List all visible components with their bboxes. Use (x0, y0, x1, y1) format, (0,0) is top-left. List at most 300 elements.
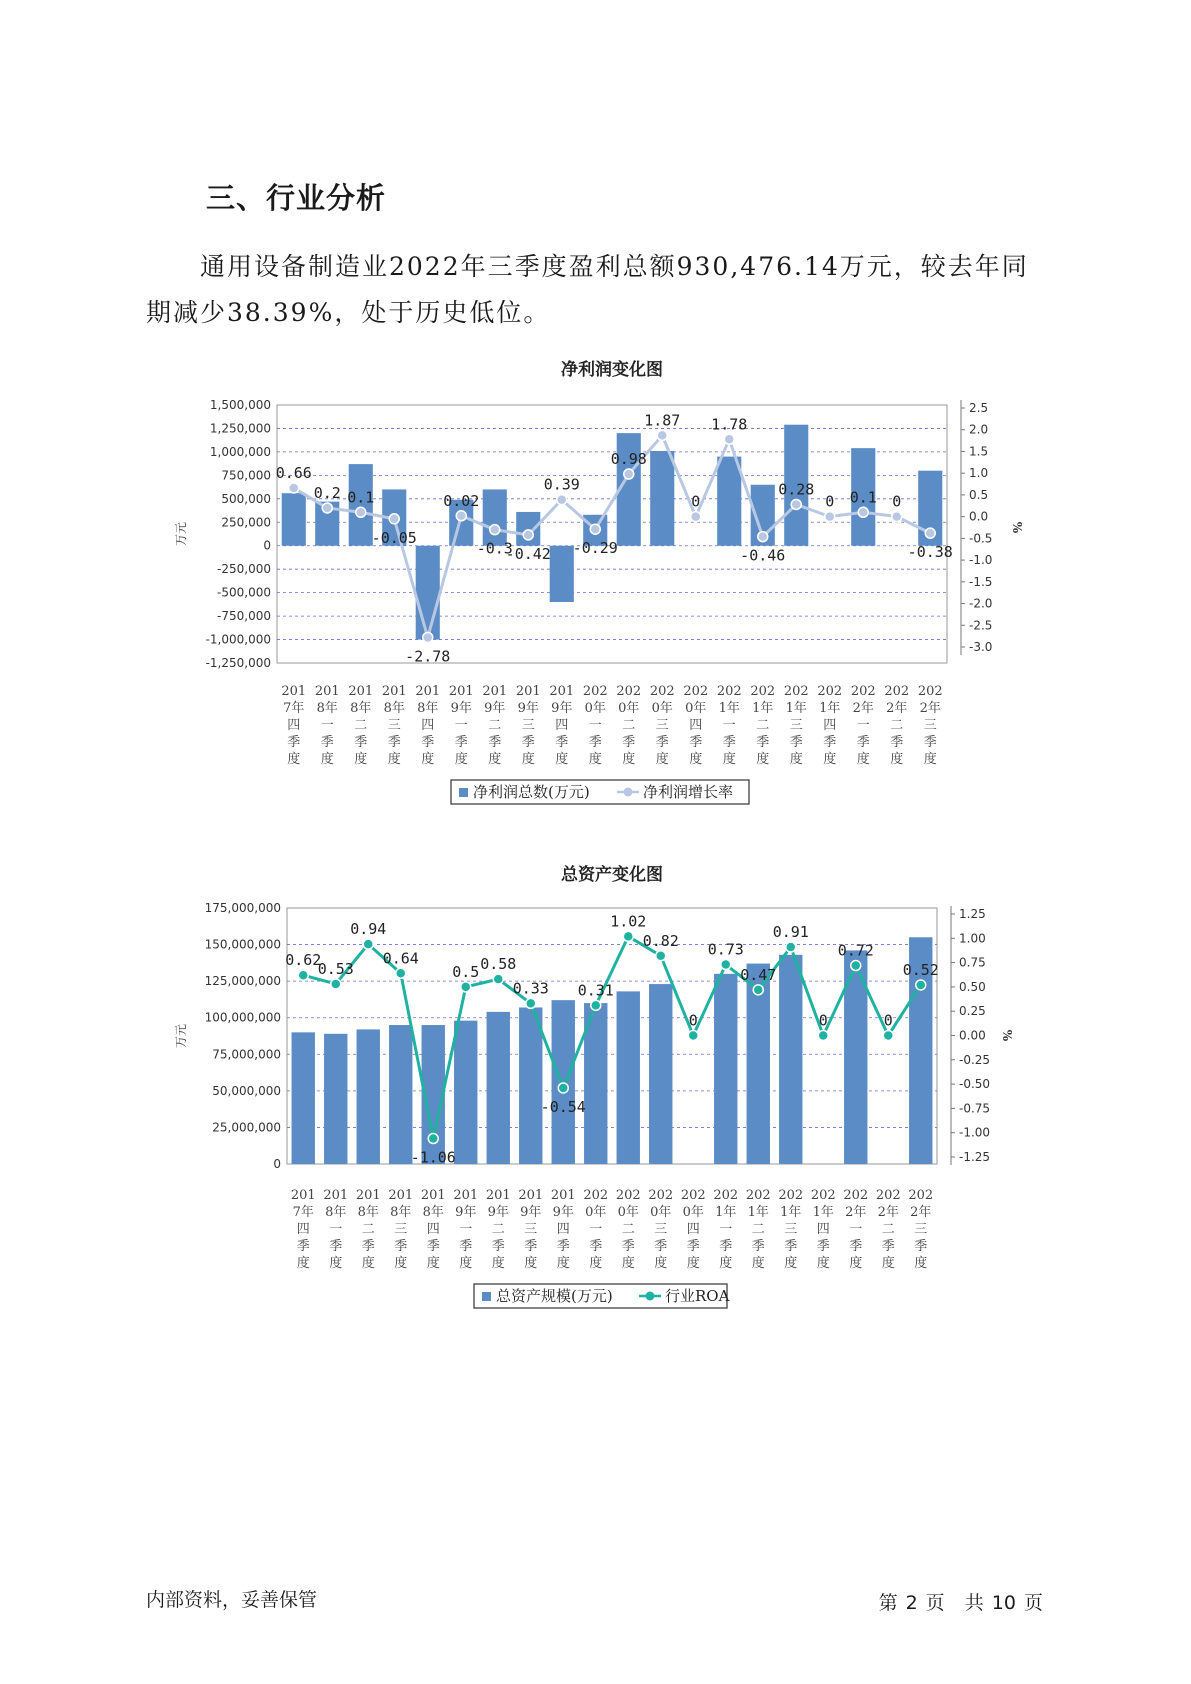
x-tick-label: 季 (622, 735, 636, 750)
data-label: -1.06 (410, 1148, 456, 1167)
x-tick-label: 季 (454, 735, 468, 750)
x-tick-label: 度 (789, 752, 803, 767)
y-tick-label: -250,000 (217, 562, 271, 577)
chart-title: 总资产变化图 (561, 865, 663, 885)
y-tick-label: -1,250,000 (205, 656, 271, 670)
x-tick-label: 季 (589, 1239, 603, 1254)
x-tick-label: 季 (556, 1239, 570, 1254)
y-tick-label: 1,000,000 (209, 444, 271, 459)
y2-tick-label: 0.75 (959, 955, 986, 970)
y2-tick-label: 0.00 (959, 1028, 986, 1043)
x-tick-label: 度 (784, 1256, 798, 1271)
x-tick-label: 度 (654, 1256, 668, 1271)
legend-line-marker (646, 1292, 655, 1301)
x-tick-label: 季 (491, 1239, 505, 1254)
data-label: 0.02 (443, 491, 480, 510)
x-tick-label: 二 (354, 718, 368, 733)
x-tick-label: 二 (756, 718, 770, 733)
x-tick-label: 度 (361, 1256, 375, 1271)
x-tick-label: 四 (287, 718, 301, 733)
x-tick-label: 一 (588, 718, 602, 733)
x-tick-label: 1年 (812, 1205, 834, 1220)
x-tick-label: 一 (849, 1222, 863, 1237)
data-label: 0.1 (849, 488, 877, 507)
bar (617, 991, 640, 1164)
x-tick-label: 2年 (910, 1205, 932, 1220)
x-tick-label: 202 (713, 1188, 739, 1203)
x-tick-label: 2年 (845, 1205, 867, 1220)
x-tick-label: 201 (453, 1188, 479, 1203)
line-point (623, 931, 633, 941)
y2-tick-label: -0.50 (959, 1077, 991, 1092)
x-tick-label: 度 (524, 1256, 538, 1271)
bar (324, 1034, 347, 1164)
x-tick-label: 季 (881, 1239, 895, 1254)
x-tick-label: 季 (719, 1239, 733, 1254)
line-point (883, 1031, 893, 1041)
x-tick-label: 季 (521, 735, 535, 750)
x-tick-label: 202 (875, 1188, 901, 1203)
line-point (389, 514, 399, 524)
y-tick-label: 50,000,000 (212, 1083, 281, 1098)
x-tick-label: 一 (719, 1222, 733, 1237)
x-tick-label: 季 (287, 735, 301, 750)
x-tick-label: 季 (354, 735, 368, 750)
line-point (818, 1031, 828, 1041)
y-tick-label: 125,000,000 (204, 974, 281, 989)
data-label: 0.82 (642, 931, 679, 950)
line-point (523, 530, 533, 540)
x-tick-label: 季 (789, 735, 803, 750)
x-tick-label: 二 (621, 1222, 635, 1237)
line-point (691, 512, 701, 522)
x-tick-label: 9年 (552, 1205, 574, 1220)
x-tick-label: 度 (689, 752, 703, 767)
bar (292, 1032, 315, 1164)
x-tick-label: 202 (582, 684, 608, 699)
x-tick-label: 201 (388, 1188, 414, 1203)
bar (487, 1012, 510, 1164)
data-label: 0.52 (902, 960, 939, 979)
x-tick-label: 四 (823, 718, 837, 733)
x-tick-label: 度 (856, 752, 870, 767)
data-label: 0.2 (313, 483, 341, 502)
x-tick-label: 度 (816, 1256, 830, 1271)
x-tick-label: 季 (686, 1239, 700, 1254)
data-label: -0.54 (540, 1097, 586, 1116)
x-tick-label: 度 (655, 752, 669, 767)
x-tick-label: 四 (816, 1222, 830, 1237)
line-point (825, 512, 835, 522)
y-tick-label: 0 (263, 538, 271, 553)
y2-tick-label: 0.25 (959, 1004, 986, 1019)
x-tick-label: 度 (719, 1256, 733, 1271)
y-axis-label: 万元 (174, 1023, 188, 1049)
y-tick-label: 0 (273, 1157, 281, 1171)
x-tick-label: 度 (459, 1256, 473, 1271)
x-tick-label: 9年 (520, 1205, 542, 1220)
data-label: 0.98 (610, 450, 647, 469)
x-tick-label: 季 (655, 735, 669, 750)
x-tick-label: 8年 (350, 701, 372, 716)
x-tick-label: 201 (355, 1188, 381, 1203)
x-tick-label: 9年 (517, 701, 539, 716)
data-label: 1.78 (711, 415, 748, 434)
x-tick-label: 二 (622, 718, 636, 733)
x-tick-label: 202 (810, 1188, 836, 1203)
x-tick-label: 三 (655, 718, 669, 733)
x-tick-label: 一 (589, 1222, 603, 1237)
line-point (624, 469, 634, 479)
x-tick-label: 度 (394, 1256, 408, 1271)
y2-tick-label: -1.25 (959, 1150, 991, 1164)
line-point (721, 960, 731, 970)
y-tick-label: -500,000 (217, 585, 271, 600)
bar (714, 974, 737, 1164)
y2-tick-label: -2.5 (969, 618, 993, 633)
x-tick-label: 季 (914, 1239, 928, 1254)
x-tick-label: 202 (778, 1188, 804, 1203)
x-tick-label: 202 (783, 684, 809, 699)
x-tick-label: 201 (518, 1188, 544, 1203)
y2-tick-label: -0.5 (969, 531, 993, 546)
x-tick-label: 202 (648, 1188, 674, 1203)
x-tick-label: 季 (751, 1239, 765, 1254)
x-tick-label: 1年 (780, 1205, 802, 1220)
data-label: 0 (818, 1011, 828, 1030)
x-tick-label: 7年 (283, 701, 305, 716)
x-tick-label: 度 (488, 752, 502, 767)
x-tick-label: 季 (856, 735, 870, 750)
x-tick-label: 201 (314, 684, 340, 699)
chart-title: 净利润变化图 (561, 360, 663, 380)
x-tick-label: 季 (784, 1239, 798, 1254)
x-tick-label: 度 (589, 1256, 603, 1271)
data-label: 0.66 (275, 463, 312, 482)
data-label: 0.39 (543, 475, 580, 494)
x-tick-label: 季 (621, 1239, 635, 1254)
x-tick-label: 季 (320, 735, 334, 750)
x-tick-label: 三 (521, 718, 535, 733)
y2-tick-label: -1.0 (969, 553, 993, 568)
x-tick-label: 8年 (316, 701, 338, 716)
x-tick-label: 二 (491, 1222, 505, 1237)
x-tick-label: 7年 (292, 1205, 314, 1220)
x-tick-label: 9年 (450, 701, 472, 716)
bar (454, 1021, 477, 1164)
y-axis-label: 万元 (174, 521, 188, 547)
y-tick-label: 1,250,000 (209, 421, 271, 436)
line-point (925, 528, 935, 538)
legend-bar-label: 净利润总数(万元) (473, 783, 590, 801)
y-tick-label: 25,000,000 (212, 1120, 281, 1135)
data-label: 0.58 (480, 955, 517, 974)
x-tick-label: 三 (524, 1222, 538, 1237)
x-tick-label: 2年 (877, 1205, 899, 1220)
legend-line-marker (624, 788, 633, 797)
x-tick-label: 度 (421, 752, 435, 767)
line-point (916, 980, 926, 990)
legend (451, 780, 749, 804)
y-tick-label: 500,000 (221, 491, 271, 506)
x-tick-label: 201 (323, 1188, 349, 1203)
x-tick-label: 季 (756, 735, 770, 750)
y2-tick-label: 1.5 (969, 444, 989, 459)
x-tick-label: 8年 (357, 1205, 379, 1220)
x-tick-label: 202 (850, 684, 876, 699)
legend-line-label: 行业ROA (665, 1287, 730, 1305)
x-tick-label: 201 (485, 1188, 511, 1203)
line-point (331, 979, 341, 989)
x-tick-label: 1年 (715, 1205, 737, 1220)
x-tick-label: 201 (420, 1188, 446, 1203)
y2-tick-label: 1.25 (959, 907, 986, 921)
x-tick-label: 度 (491, 1256, 505, 1271)
data-label: -2.78 (405, 647, 451, 666)
x-tick-label: 202 (908, 1188, 934, 1203)
x-tick-label: 三 (789, 718, 803, 733)
x-tick-label: 三 (394, 1222, 408, 1237)
x-tick-label: 202 (583, 1188, 609, 1203)
x-tick-label: 202 (817, 684, 843, 699)
x-tick-label: 度 (622, 752, 636, 767)
line-point (322, 503, 332, 513)
x-tick-label: 202 (615, 1188, 641, 1203)
x-tick-label: 四 (556, 1222, 570, 1237)
y2-tick-label: -0.75 (959, 1101, 991, 1116)
bar (519, 1007, 542, 1164)
x-tick-label: 201 (515, 684, 541, 699)
x-tick-label: 二 (751, 1222, 765, 1237)
x-tick-label: 三 (387, 718, 401, 733)
x-tick-label: 度 (329, 1256, 343, 1271)
x-tick-label: 度 (722, 752, 736, 767)
x-tick-label: 度 (454, 752, 468, 767)
x-tick-label: 三 (923, 718, 937, 733)
line-point (851, 961, 861, 971)
x-tick-label: 度 (914, 1256, 928, 1271)
line-point (591, 1000, 601, 1010)
total-assets-chart (0, 858, 1191, 1318)
y-tick-label: -1,000,000 (205, 632, 271, 647)
x-tick-label: 2年 (919, 701, 941, 716)
y2-tick-label: -2.0 (969, 596, 993, 611)
x-tick-label: 度 (287, 752, 301, 767)
y-tick-label: 75,000,000 (212, 1047, 281, 1062)
footer-confidential: 内部资料，妥善保管 (146, 1589, 318, 1611)
x-tick-label: 季 (923, 735, 937, 750)
x-tick-label: 度 (686, 1256, 700, 1271)
bar (650, 451, 674, 546)
x-tick-label: 季 (588, 735, 602, 750)
legend-bar-swatch (459, 788, 468, 797)
data-label: 0 (883, 1011, 893, 1030)
x-tick-label: 三 (914, 1222, 928, 1237)
y2-tick-label: 1.0 (969, 466, 989, 481)
x-tick-label: 202 (843, 1188, 869, 1203)
bar (779, 955, 802, 1164)
net-profit-chart (0, 355, 1191, 815)
x-tick-label: 度 (588, 752, 602, 767)
x-tick-label: 一 (320, 718, 334, 733)
x-tick-label: 度 (555, 752, 569, 767)
data-label: 1.02 (610, 912, 647, 931)
bar (717, 457, 741, 546)
line-point (858, 507, 868, 517)
y2-tick-label: 2.0 (969, 422, 989, 437)
x-tick-label: 8年 (383, 701, 405, 716)
data-label: 0.28 (778, 480, 815, 499)
x-tick-label: 201 (281, 684, 307, 699)
x-tick-label: 202 (616, 684, 642, 699)
x-tick-label: 季 (459, 1239, 473, 1254)
y-tick-label: 250,000 (221, 515, 271, 530)
x-tick-label: 0年 (651, 701, 673, 716)
y2-tick-label: -0.25 (959, 1052, 991, 1067)
x-tick-label: 度 (923, 752, 937, 767)
x-tick-label: 二 (488, 718, 502, 733)
line-point (724, 434, 734, 444)
x-tick-label: 季 (296, 1239, 310, 1254)
line-point (688, 1031, 698, 1041)
bar (389, 1025, 412, 1164)
x-tick-label: 一 (722, 718, 736, 733)
x-tick-label: 1年 (752, 701, 774, 716)
data-label: 0.73 (707, 940, 744, 959)
footer-page-number: 第 2 页 共 10 页 (878, 1592, 1043, 1614)
x-tick-label: 9年 (487, 1205, 509, 1220)
x-tick-label: 季 (488, 735, 502, 750)
y2-tick-label: 0.50 (959, 979, 986, 994)
x-tick-label: 度 (320, 752, 334, 767)
x-tick-label: 2年 (852, 701, 874, 716)
y2-tick-label: -1.00 (959, 1125, 991, 1140)
data-label: -0.3 (476, 539, 513, 558)
x-tick-label: 201 (348, 684, 374, 699)
section-heading: 三、行业分析 (206, 181, 387, 215)
x-tick-label: 季 (689, 735, 703, 750)
line-point (557, 495, 567, 505)
y-tick-label: 150,000,000 (204, 937, 281, 952)
data-label: 0 (688, 1011, 698, 1030)
x-tick-label: 一 (329, 1222, 343, 1237)
x-tick-label: 度 (890, 752, 904, 767)
x-tick-label: 9年 (455, 1205, 477, 1220)
x-tick-label: 季 (421, 735, 435, 750)
x-tick-label: 度 (426, 1256, 440, 1271)
x-tick-label: 度 (556, 1256, 570, 1271)
y2-tick-label: -1.5 (969, 574, 993, 589)
x-tick-label: 度 (881, 1256, 895, 1271)
y2-axis-label: % (1010, 521, 1024, 534)
legend-bar-swatch (482, 1292, 491, 1301)
data-label: 0.1 (347, 488, 375, 507)
x-tick-label: 四 (426, 1222, 440, 1237)
x-tick-label: 季 (524, 1239, 538, 1254)
data-label: 0.62 (285, 951, 322, 970)
data-label: 0 (892, 492, 902, 511)
bar (282, 493, 306, 546)
x-tick-label: 8年 (422, 1205, 444, 1220)
x-tick-label: 201 (550, 1188, 576, 1203)
x-tick-label: 三 (784, 1222, 798, 1237)
x-tick-label: 季 (816, 1239, 830, 1254)
x-tick-label: 9年 (551, 701, 573, 716)
x-tick-label: 8年 (325, 1205, 347, 1220)
x-tick-label: 201 (549, 684, 575, 699)
x-tick-label: 四 (555, 718, 569, 733)
line-point (753, 985, 763, 995)
y2-axis-label: % (1000, 1029, 1014, 1042)
x-tick-label: 一 (856, 718, 870, 733)
data-label: -0.05 (371, 528, 417, 547)
x-tick-label: 季 (890, 735, 904, 750)
x-tick-label: 二 (881, 1222, 895, 1237)
y-tick-label: 750,000 (221, 468, 271, 483)
x-tick-label: 201 (448, 684, 474, 699)
x-tick-label: 二 (361, 1222, 375, 1237)
data-label: -0.42 (505, 544, 551, 563)
data-label: 0.94 (350, 920, 387, 939)
x-tick-label: 度 (621, 1256, 635, 1271)
data-label: 0 (825, 492, 835, 511)
y-tick-label: -750,000 (217, 609, 271, 624)
legend-line-label: 净利润增长率 (643, 783, 734, 801)
y2-tick-label: 0.0 (969, 509, 989, 524)
data-label: -0.29 (572, 539, 618, 558)
line-point (758, 532, 768, 542)
data-label: 0.31 (577, 981, 614, 1000)
line-point (791, 499, 801, 509)
x-tick-label: 季 (823, 735, 837, 750)
x-tick-label: 度 (387, 752, 401, 767)
x-tick-label: 202 (750, 684, 776, 699)
line-point (490, 525, 500, 535)
x-tick-label: 三 (654, 1222, 668, 1237)
x-tick-label: 1年 (747, 1205, 769, 1220)
legend (474, 1284, 730, 1308)
x-tick-label: 0年 (585, 1205, 607, 1220)
line-point (363, 939, 373, 949)
line-point (558, 1083, 568, 1093)
line-point (493, 974, 503, 984)
line-point (657, 430, 667, 440)
x-tick-label: 二 (890, 718, 904, 733)
x-tick-label: 四 (296, 1222, 310, 1237)
x-tick-label: 度 (756, 752, 770, 767)
x-tick-label: 202 (745, 1188, 771, 1203)
x-tick-label: 0年 (618, 701, 640, 716)
y-tick-label: 175,000,000 (204, 901, 281, 915)
line-point (892, 512, 902, 522)
x-tick-label: 0年 (617, 1205, 639, 1220)
x-tick-label: 四 (686, 1222, 700, 1237)
x-tick-label: 度 (751, 1256, 765, 1271)
line-point (786, 942, 796, 952)
x-tick-label: 四 (689, 718, 703, 733)
x-tick-label: 度 (521, 752, 535, 767)
data-label: -0.38 (907, 543, 953, 562)
x-tick-label: 度 (354, 752, 368, 767)
x-tick-label: 季 (426, 1239, 440, 1254)
line-point (526, 998, 536, 1008)
line-point (461, 982, 471, 992)
x-tick-label: 一 (459, 1222, 473, 1237)
x-tick-label: 季 (654, 1239, 668, 1254)
data-label: 0.33 (512, 979, 549, 998)
bar (550, 546, 574, 602)
bar (649, 984, 672, 1164)
